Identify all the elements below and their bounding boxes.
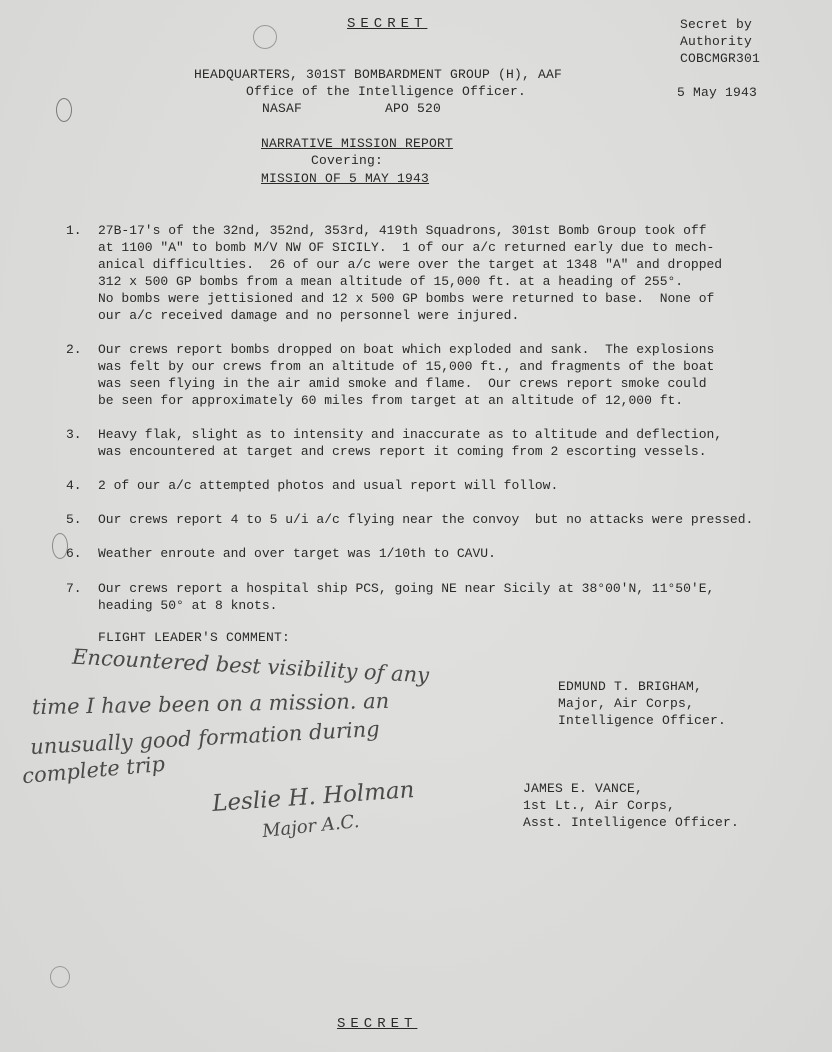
- header-location: NASAF: [262, 101, 303, 116]
- punch-hole-left: [56, 98, 72, 122]
- handwritten-line: Encountered best visibility of any: [71, 644, 430, 688]
- punch-hole-top: [253, 25, 277, 49]
- paragraph-number: 1.: [66, 223, 82, 238]
- paragraph-text: Heavy flak, slight as to intensity and inaccurate as to altitude and deflection, was encountered at target and crews report it coming from 2 escorting vessels.: [98, 427, 723, 459]
- paragraph-text: Our crews report bombs dropped on boat which exploded and sank. The explosions was felt by our crews from an altitude of 15,000 ft., and fragments of the boat was seen flying in the air amid smoke and flame. Our crews report smoke could be seen for approximately 60 miles from target at an altitude of 12,000 ft.: [98, 342, 715, 408]
- paragraph-text: 27B-17's of the 32nd, 352nd, 353rd, 419th Squadrons, 301st Bomb Group took off at 1100 "A" to bomb M/V NW OF SICILY. 1 of our a/c returned early due to mech- anical difficulties. 26 of our a/c were over the target at 1348 "A" and dropped 312 x 500 GP bombs from a mean altitude of 15,000 ft. at a heading of 255°. No bombs were jettisioned and 12 x 500 GP bombs were returned to base. None of our a/c received damage and no personnel were injured.: [98, 223, 723, 323]
- paragraph-text: 2 of our a/c attempted photos and usual report will follow.: [98, 478, 559, 493]
- header-line-2: Office of the Intelligence Officer.: [246, 84, 527, 99]
- paragraph-number: 2.: [66, 342, 82, 357]
- header-apo: APO 520: [385, 101, 442, 116]
- handwritten-line: complete trip: [21, 751, 166, 789]
- signatory-vance: JAMES E. VANCE, 1st Lt., Air Corps, Asst. Intelligence Officer.: [523, 781, 740, 830]
- flight-leader-label: FLIGHT LEADER'S COMMENT:: [98, 630, 291, 645]
- punch-hole-bottom: [50, 966, 70, 988]
- handwritten-line: unusually good formation during: [29, 716, 381, 760]
- paragraph-text: Weather enroute and over target was 1/10th to CAVU.: [98, 546, 496, 561]
- paragraph-number: 5.: [66, 512, 82, 527]
- handwritten-line: time I have been on a mission. an: [31, 688, 390, 720]
- header-line-1: HEADQUARTERS, 301ST BOMBARDMENT GROUP (H), AAF: [194, 67, 563, 82]
- paragraph-number: 4.: [66, 478, 82, 493]
- authority-line: Secret by: [680, 17, 753, 32]
- classification-top: SECRET: [347, 16, 428, 32]
- paragraph-text: Our crews report 4 to 5 u/i a/c flying near the convoy but no attacks were pressed.: [98, 512, 754, 527]
- authority-line: COBCMGR301: [680, 51, 761, 66]
- handwritten-signature: Leslie H. Holman: [211, 776, 416, 818]
- classification-bottom: SECRET: [337, 1016, 418, 1032]
- paragraph-number: 6.: [66, 546, 82, 561]
- authority-block: [680, 16, 760, 67]
- report-date: 5 May 1943: [677, 85, 758, 100]
- handwritten-rank: Major A.C.: [261, 810, 361, 843]
- report-covering: Covering:: [311, 153, 384, 168]
- paragraph-text: Our crews report a hospital ship PCS, going NE near Sicily at 38°00'N, 11°50'E, heading 50° at 8 knots.: [98, 581, 715, 613]
- report-mission: MISSION OF 5 MAY 1943: [261, 171, 430, 186]
- paragraph-number: 7.: [66, 581, 82, 596]
- report-title: NARRATIVE MISSION REPORT: [261, 136, 454, 151]
- paragraph-number: 3.: [66, 427, 82, 442]
- signatory-brigham: EDMUND T. BRIGHAM, Major, Air Corps, Intelligence Officer.: [558, 679, 727, 728]
- authority-line: Authority: [680, 34, 753, 49]
